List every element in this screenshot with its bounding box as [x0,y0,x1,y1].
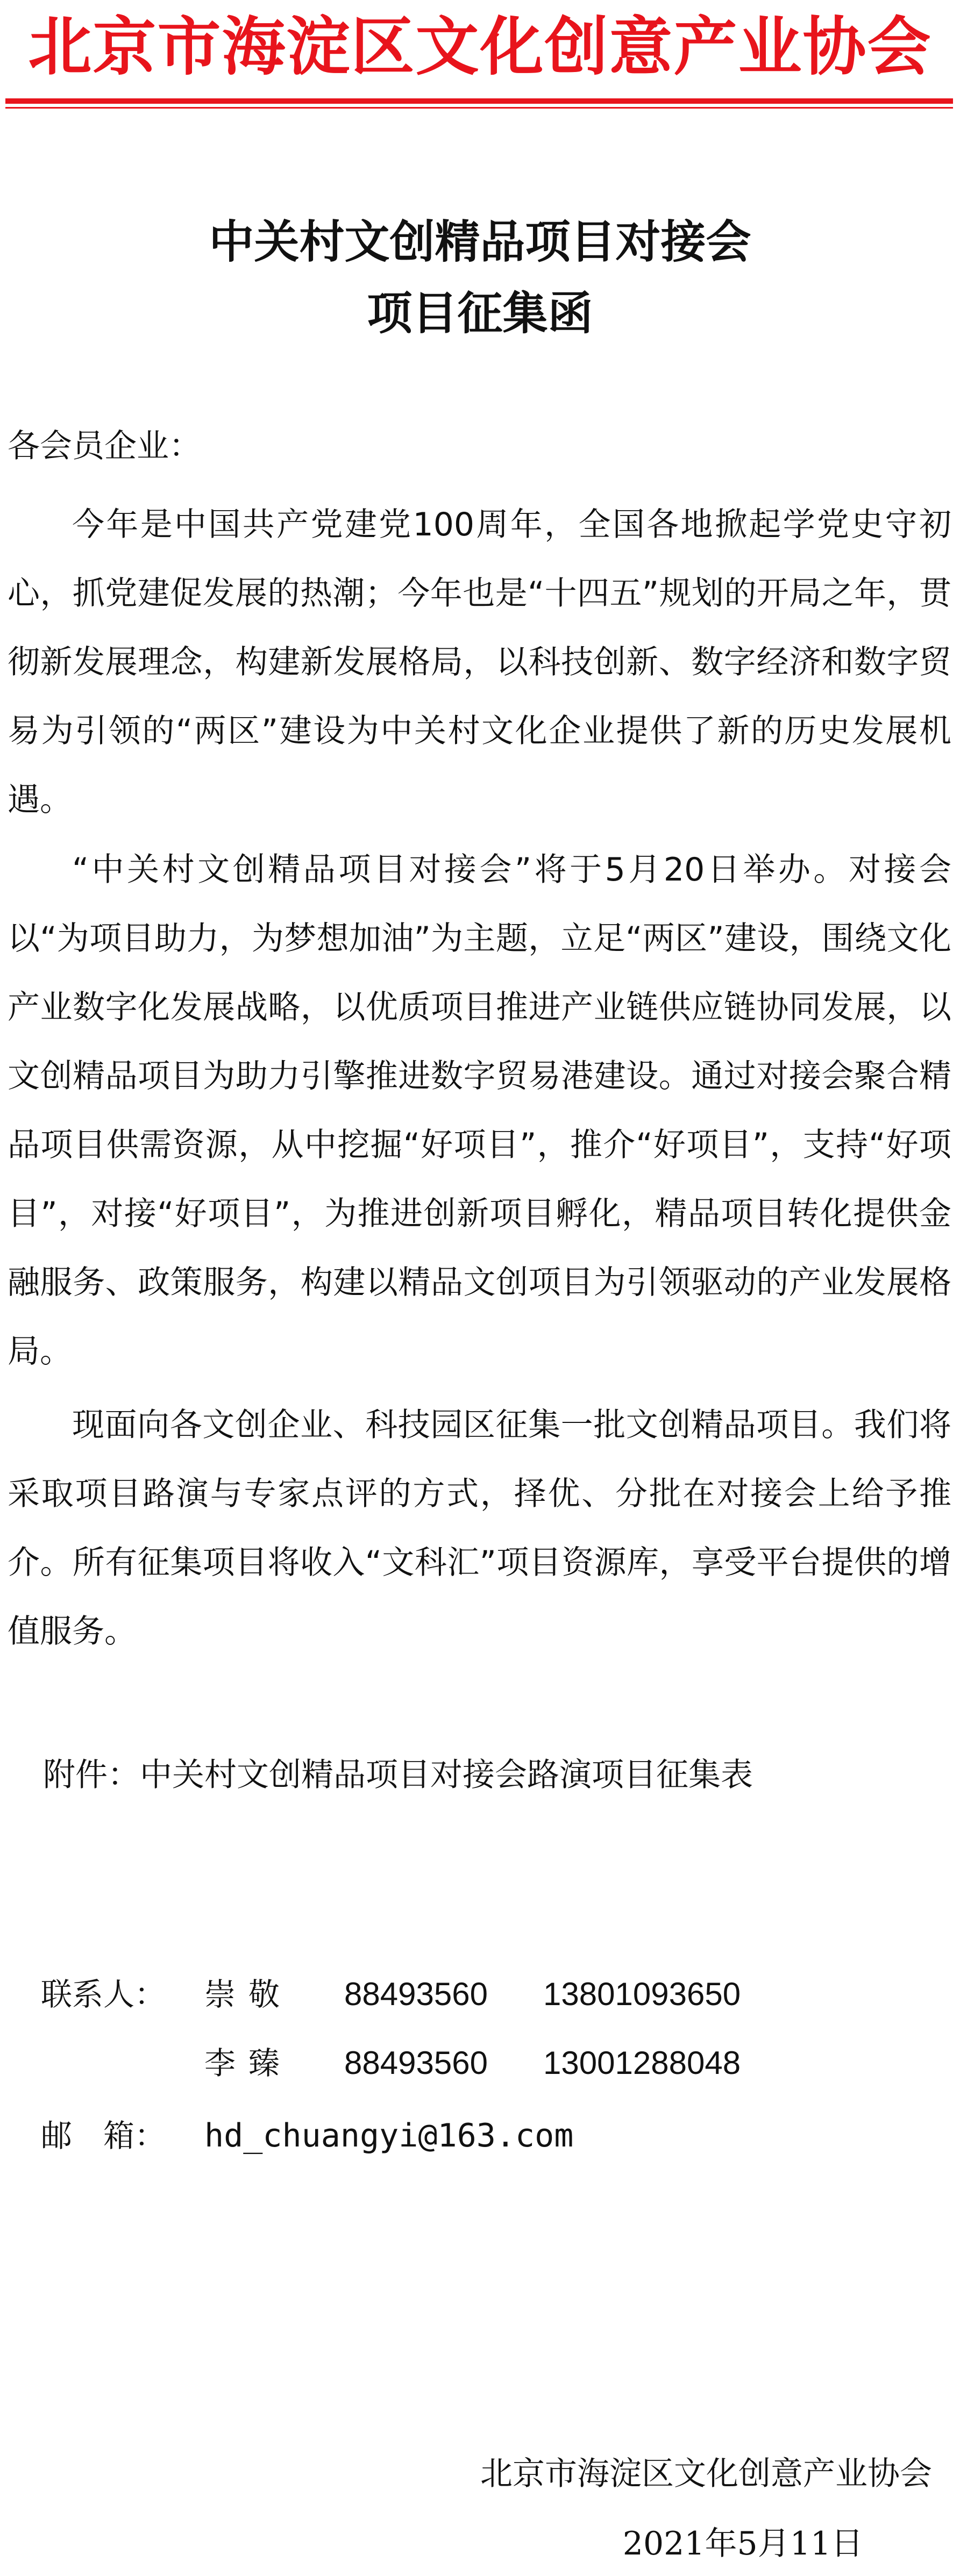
contact-name-1: 崇敬 [204,1976,293,2013]
contact-label: 联系人： [41,1976,166,2013]
contact-mobile-1: 13801093650 [543,1976,741,2012]
body-paragraph-2: “中关村文创精品项目对接会”将于5月20日举办。对接会以“为项目助力，为梦想加油”为主题，立足“两区”建设，围绕文化产业数字化发展战略，以优质项目推进产业链供应链协同发展，以文创精品项目为助力引擎推进数字贸易港建设。通过对接会聚合精品项目供需资源，从中挖掘“好项目”，推介“好项目”，支持“好项目”，对接“好项目”，为推进创新项目孵化，精品项目转化提供金融服务、政策服务，构建以精品文创项目为引领驱动的产业发展格局。 [8,851,951,1370]
body-paragraph-1: 今年是中国共产党建党100周年，全国各地掀起学党史守初心，抓党建促发展的热潮；今年也是“十四五”规划的开局之年，贯彻新发展理念，构建新发展格局，以科技创新、数字经济和数字贸易为引领的“两区”建设为中关村文化企业提供了新的历史发展机遇。 [8,506,951,819]
signature-date: 2021年5月11日 [622,2525,863,2563]
letterhead-org-name: 北京市海淀区文化创意产业协会 [28,9,932,84]
letterhead-divider-thin [5,107,953,109]
document-title-line1: 中关村文创精品项目对接会 [209,215,751,268]
attachment-note: 附件：中关村文创精品项目对接会路演项目征集表 [43,1756,753,1794]
letterhead-divider-thick [5,98,953,104]
email-label: 邮 箱： [41,2117,166,2154]
salutation: 各会员企业： [8,427,201,465]
contact-tel-1: 88493560 [344,1976,488,2012]
contact-name-2: 李臻 [204,2045,293,2081]
signature-org: 北京市海淀区文化创意产业协会 [480,2455,932,2493]
body-paragraph-3: 现面向各文创企业、科技园区征集一批文创精品项目。我们将采取项目路演与专家点评的方式，择优、分批在对接会上给予推介。所有征集项目将收入“文科汇”项目资源库，享受平台提供的增值服务。 [8,1406,951,1650]
contact-mobile-2: 13001288048 [543,2045,741,2081]
contact-tel-2: 88493560 [344,2045,488,2081]
email-address: hd_chuangyi@163.com [204,2117,574,2155]
letterhead [0,0,960,108]
document-title-line2: 项目征集函 [367,287,593,340]
